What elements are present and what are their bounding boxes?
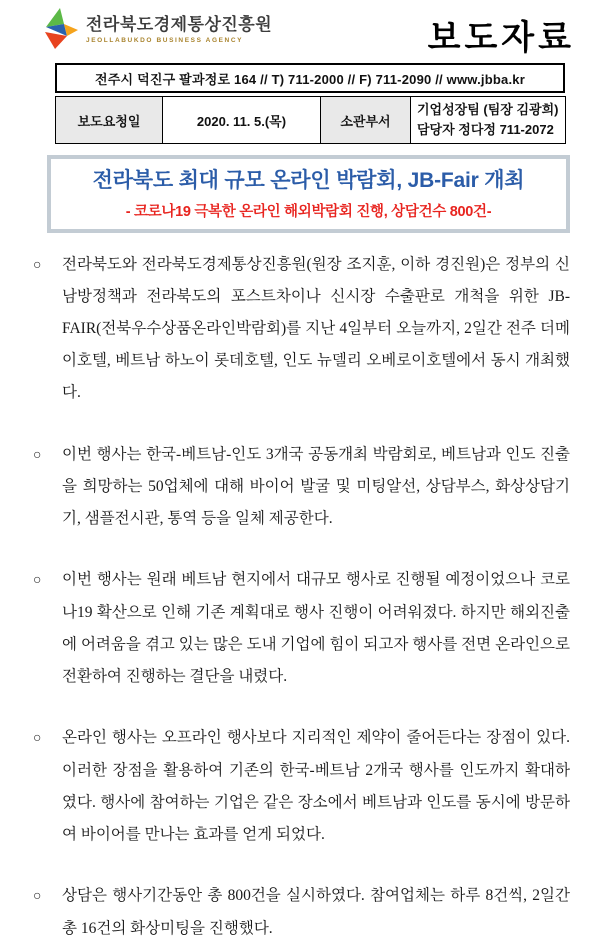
- address-contact-bar: 전주시 덕진구 팔과정로 164 // T) 711-2000 // F) 711-2090 // www.jbba.kr: [55, 63, 565, 93]
- department-label: 소관부서: [321, 97, 411, 144]
- department-value: [411, 97, 566, 144]
- paragraph-text: 온라인 행사는 오프라인 행사보다 지리적인 제약이 줄어든다는 장점이 있다. 이러한 장점을 활용하여 기존의 한국-베트남 2개국 행사를 인도까지 확대하였다. 행사에 참여하는 기업은 같은 장소에서 베트남과 인도를 동시에 방문하여 바이어를 만나는 효과를 얻게 되었다.: [62, 729, 570, 844]
- headline-box: [47, 155, 570, 232]
- body-paragraph: [33, 880, 570, 944]
- department-team: 기업성장팀 (팀장 김광희): [417, 102, 559, 117]
- department-contact: 담당자 정다정 711-2072: [417, 122, 554, 138]
- agency-logo: [40, 8, 272, 52]
- circle-bullet-icon: ○: [33, 447, 42, 463]
- page-header: [0, 0, 600, 59]
- press-info-table: [55, 96, 566, 144]
- agency-name-english: JEOLLABUKDO BUSINESS AGENCY: [86, 36, 244, 44]
- document-type-title: 보도자료: [427, 19, 575, 57]
- press-release-body: [33, 249, 570, 945]
- body-paragraph: [33, 722, 570, 851]
- circle-bullet-icon: ○: [33, 257, 42, 273]
- paragraph-text: 이번 행사는 한국-베트남-인도 3개국 공동개최 박람회로, 베트남과 인도 진출을 희망하는 50업체에 대해 바이어 발굴 및 미팅알선, 상담부스, 화상상담기기, 샘플전시관, 통역 등을 일체 제공한다.: [62, 445, 570, 528]
- body-paragraph: [33, 564, 570, 693]
- circle-bullet-icon: ○: [33, 889, 42, 905]
- request-date-label: 보도요청일: [56, 97, 163, 144]
- request-date-value: 2020. 11. 5.(목): [163, 97, 321, 144]
- table-row: [56, 97, 566, 144]
- paragraph-text: 전라북도와 전라북도경제통상진흥원(원장 조지훈, 이하 경진원)은 정부의 신남방정책과 전라북도의 포스트차이나 신시장 수출판로 개척을 위한 JB-FAIR(전북우수상품온라인박람회)를 지난 4일부터 오늘까지, 2일간 전주 더메이호텔, 베트남 하노이 롯데호텔, 인도 뉴델리 오베로이호텔에서 동시 개최했다.: [62, 255, 570, 402]
- paragraph-text: 상담은 행사기간동안 총 800건을 실시하였다. 참여업체는 하루 8건씩, 2일간 총 16건의 화상미팅을 진행했다.: [62, 887, 570, 937]
- headline-subtitle: - 코로나19 극복한 온라인 해외박람회 진행, 상담건수 800건-: [125, 203, 492, 220]
- paragraph-text: 이번 행사는 원래 베트남 현지에서 대규모 행사로 진행될 예정이었으나 코로나19 확산으로 인해 기존 계획대로 행사 진행이 어려워졌다. 하지만 해외진출에 어려움을 겪고 있는 많은 도내 기업에 힘이 되고자 행사를 전면 온라인으로 전환하여 진행하는 결단을 내렸다.: [62, 571, 570, 686]
- body-paragraph: [33, 249, 570, 410]
- headline-title: 전라북도 최대 규모 온라인 박람회, JB-Fair 개최: [92, 169, 525, 193]
- agency-name: 전라북도경제통상진흥원: [86, 15, 273, 34]
- body-paragraph: [33, 439, 570, 536]
- agency-logo-text: [86, 8, 272, 44]
- circle-bullet-icon: ○: [33, 731, 42, 747]
- circle-bullet-icon: ○: [33, 573, 42, 589]
- agency-logo-icon: [40, 8, 80, 52]
